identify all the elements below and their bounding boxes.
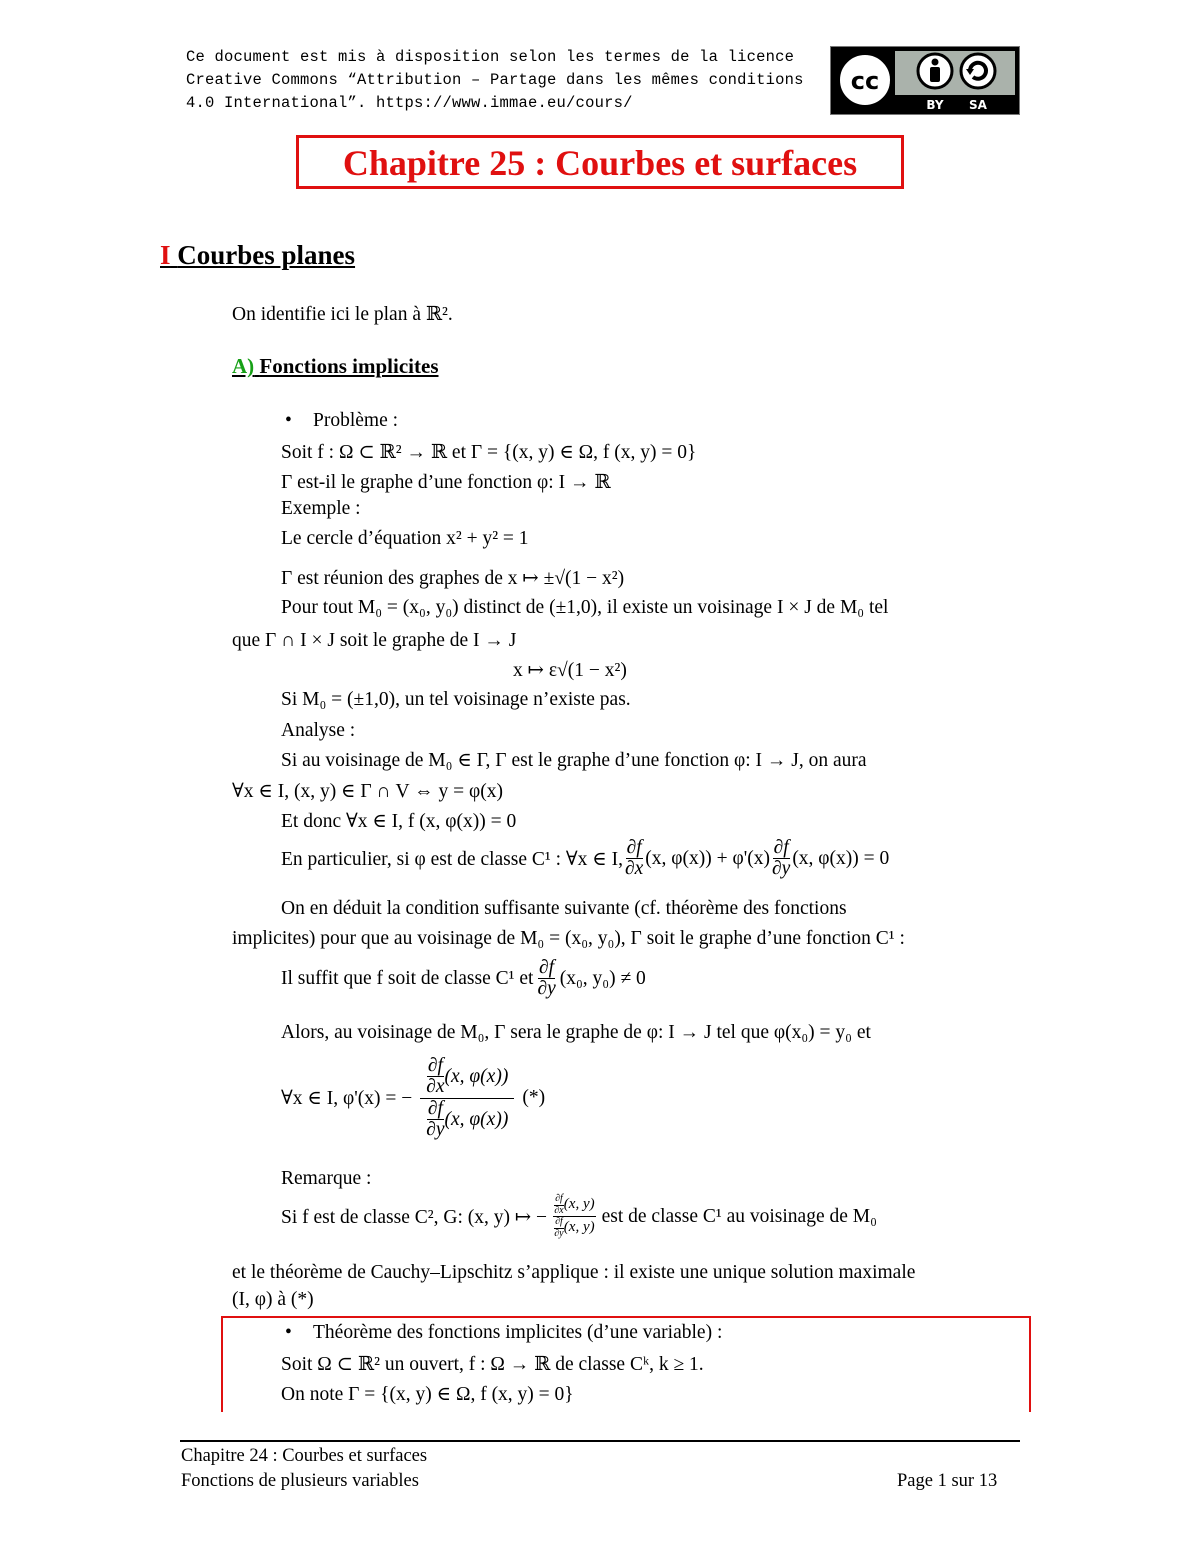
soit-omega-line: Soit Ω ⊂ ℝ² un ouvert, f : Ω → ℝ de classe Cᵏ, k ≥ 1. [281, 1354, 704, 1375]
il-suffit-line [281, 958, 646, 1000]
svg-text:SA: SA [969, 98, 987, 112]
analyse-label: Analyse : [281, 720, 356, 741]
soit-f-line: Soit f : Ω ⊂ ℝ² → ℝ et Γ = {(x, y) ∈ Ω, f (x, y) = 0} [281, 442, 697, 463]
df-dy-tiny [554, 1217, 564, 1239]
si-c2-post: est de classe C¹ au voisinage de M₀ [601, 1205, 877, 1227]
phi-prime-denominator [420, 1099, 514, 1141]
dx-den: ∂x [426, 1076, 445, 1098]
remarque-label: Remarque : [281, 1168, 372, 1189]
subsection-letter: A) [232, 354, 255, 378]
si-voisinage-line-b: ∀x ∈ I, (x, y) ∈ Γ ∩ V ⇔ y = φ(x) [232, 781, 503, 802]
dy-den: ∂y [537, 978, 556, 1000]
df-dx-small [426, 1056, 444, 1098]
en-particulier-post: (x, φ(x)) = 0 [792, 847, 890, 869]
en-particulier-line [281, 838, 889, 880]
chapter-title: Chapitre 25 : Courbes et surfaces [342, 143, 858, 183]
G-numerator [553, 1194, 596, 1217]
cauchy-line-b: (I, φ) à (*) [232, 1289, 314, 1310]
df-dy-small [426, 1099, 444, 1141]
df-num: ∂f [555, 1216, 563, 1227]
df-num: ∂f [555, 1193, 563, 1204]
license-line-1: Ce document est mis à disposition selon les termes de la licence [186, 48, 795, 66]
df-num: ∂f [427, 1055, 443, 1076]
df-num: ∂f [773, 837, 789, 858]
dy-den: ∂y [772, 858, 791, 880]
exemple-label: Exemple : [281, 498, 361, 519]
xphi-num: (x, φ(x)) [444, 1065, 509, 1087]
alors-line: Alors, au voisinage de M₀, Γ sera le graphe de φ: I → J tel que φ(x₀) = y₀ et [281, 1022, 871, 1043]
intro-text: On identifie ici le plan à ℝ². [232, 304, 453, 325]
cc-logo-icon [831, 47, 1019, 114]
xphi-den: (x, φ(x)) [444, 1108, 509, 1130]
chapter-title-box [296, 135, 904, 189]
dx-den: ∂x [624, 858, 644, 880]
si-m0-line: Si M₀ = (±1,0), un tel voisinage n’existe pas. [281, 689, 631, 710]
on-note-line: On note Γ = {(x, y) ∈ Ω, f (x, y) = 0} [281, 1384, 574, 1405]
df-dx-fraction [625, 838, 643, 880]
license-line-3[interactable]: 4.0 International”. https://www.immae.eu/cours/ [186, 94, 633, 112]
cc-by-sa-badge [830, 46, 1020, 115]
en-particulier-pre: En particulier, si φ est de classe C¹ : ∀x ∈ I, [281, 848, 623, 870]
svg-text:BY: BY [926, 98, 944, 112]
si-c2-line [281, 1194, 877, 1239]
footer-divider [180, 1440, 1020, 1442]
svg-text:cc: cc [850, 67, 880, 95]
G-denominator [554, 1217, 595, 1239]
df-num: ∂f [539, 957, 555, 978]
on-en-deduit-line-b: implicites) pour que au voisinage de M₀ = (x₀, y₀), Γ soit le graphe d’une fonction C¹ : [232, 928, 905, 949]
section-number: I [160, 240, 171, 270]
section-heading [160, 240, 355, 271]
gamma-graphe-line: Γ est-il le graphe d’une fonction φ: I → ℝ [281, 472, 611, 493]
pour-tout-line-c: x ↦ ε√(1 − x²) [513, 660, 627, 681]
forall-phi-pre: ∀x ∈ I, φ'(x) = − [281, 1088, 413, 1110]
si-c2-pre: Si f est de classe C², G: (x, y) ↦ − [281, 1206, 548, 1228]
subsection-heading [232, 354, 439, 379]
dy-den: ∂y [426, 1119, 445, 1141]
bullet-icon: • [285, 1322, 292, 1343]
df-dy-fraction [772, 838, 790, 880]
xy-den: (x, y) [563, 1219, 595, 1236]
en-particulier-mid: (x, φ(x)) + φ'(x) [645, 847, 771, 869]
footer-subject: Fonctions de plusieurs variables [181, 1471, 419, 1491]
probleme-label: Problème : [313, 410, 399, 431]
phi-prime-numerator [420, 1056, 514, 1099]
on-en-deduit-line-a: On en déduit la condition suffisante suivante (cf. théorème des fonctions [281, 898, 847, 919]
il-suffit-pre: Il suffit que f soit de classe C¹ et [281, 967, 534, 989]
df-dy-fraction-2 [537, 958, 555, 1000]
phi-prime-fraction [420, 1056, 514, 1141]
cercle-line: Le cercle d’équation x² + y² = 1 [281, 528, 529, 549]
section-label: Courbes planes [177, 240, 356, 270]
forall-phi-post: (*) [522, 1087, 546, 1109]
G-fraction [553, 1194, 596, 1239]
phi-prime-formula [281, 1056, 545, 1141]
license-line-2: Creative Commons “Attribution – Partage dans les mêmes conditions [186, 71, 804, 89]
dy-den: ∂y [554, 1227, 564, 1239]
si-voisinage-line-a: Si au voisinage de M₀ ∈ Γ, Γ est le graphe d’une fonction φ: I → J, on aura [281, 750, 867, 771]
df-dx-tiny [554, 1194, 564, 1216]
bullet-icon: • [285, 410, 292, 431]
il-suffit-post: (x₀, y₀) ≠ 0 [559, 967, 646, 989]
df-num: ∂f [626, 837, 642, 858]
reunion-line: Γ est réunion des graphes de x ↦ ±√(1 − x²) [281, 568, 625, 589]
df-num: ∂f [427, 1097, 443, 1119]
footer-page-number: Page 1 sur 13 [897, 1471, 998, 1491]
pour-tout-line-b: que Γ ∩ I × J soit le graphe de I → J [232, 630, 517, 651]
footer-chapter: Chapitre 24 : Courbes et surfaces [181, 1446, 428, 1466]
et-donc-line: Et donc ∀x ∈ I, f (x, φ(x)) = 0 [281, 811, 517, 832]
cauchy-line-a: et le théorème de Cauchy–Lipschitz s’applique : il existe une unique solution maximale [232, 1262, 916, 1283]
pour-tout-line-a: Pour tout M₀ = (x₀, y₀) distinct de (±1,0), il existe un voisinage I × J de M₀ tel [281, 597, 889, 618]
subsection-label: Fonctions implicites [259, 354, 439, 378]
xy-num: (x, y) [563, 1196, 595, 1213]
theoreme-label: Théorème des fonctions implicites (d’une variable) : [313, 1322, 723, 1343]
dx-den: ∂x [554, 1204, 564, 1216]
